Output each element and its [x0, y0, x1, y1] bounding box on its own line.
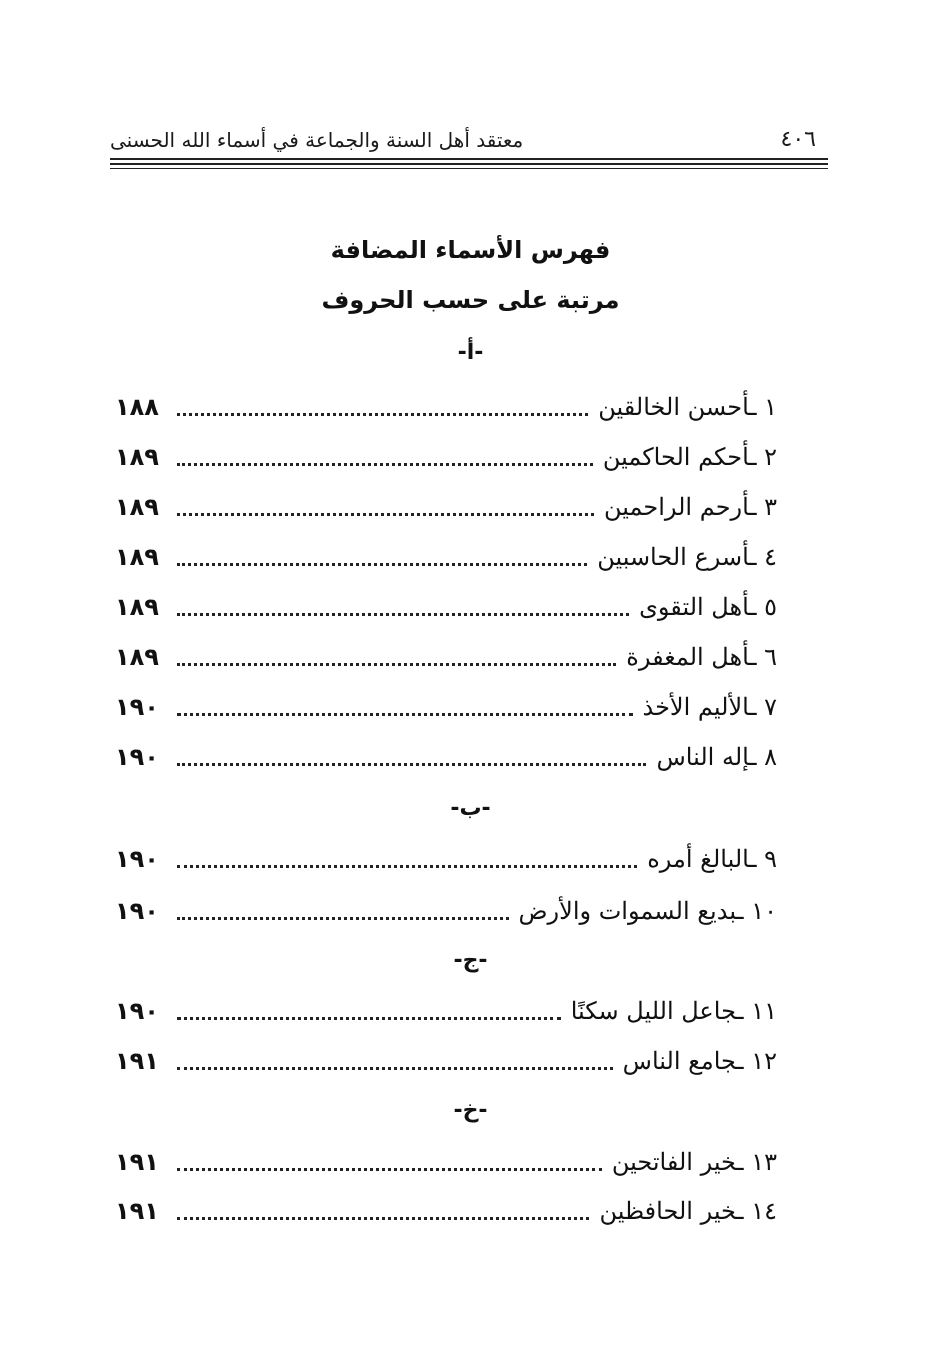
entry-page: ١٨٩ [115, 443, 159, 471]
index-entry [115, 539, 777, 575]
dot-leader [177, 713, 633, 716]
dot-leader [177, 413, 588, 416]
entry-name: ١١ ـجاعل الليل سكنًا [570, 997, 777, 1025]
dot-leader [177, 865, 637, 868]
entry-name: ١٢ ـجامع الناس [622, 1047, 777, 1075]
entry-name: ٥ ـأهل التقوى [639, 593, 777, 621]
header-rule [110, 168, 828, 169]
dot-leader [177, 1067, 613, 1070]
entry-name: ٧ ـالأليم الأخذ [642, 693, 777, 721]
dot-leader [177, 1168, 602, 1171]
index-subtitle: مرتبة على حسب الحروف [321, 286, 620, 314]
running-header [110, 118, 816, 152]
entry-page: ١٨٨ [115, 393, 159, 421]
index-entry [115, 589, 777, 625]
page-number: ٤٠٦ [780, 127, 816, 152]
dot-leader [177, 613, 629, 616]
index-entry [115, 739, 777, 775]
entry-page: ١٩١ [115, 1148, 159, 1176]
entry-name: ١٠ ـبديع السموات والأرض [518, 897, 777, 925]
section-letter: -ب- [450, 796, 491, 821]
entry-page: ١٩٠ [115, 897, 159, 925]
section-letter: -خ- [453, 1098, 488, 1123]
entry-page: ١٩٠ [115, 845, 159, 873]
index-entry [115, 689, 777, 725]
dot-leader [177, 917, 509, 920]
entry-name: ٣ ـأرحم الراحمين [603, 493, 777, 521]
dot-leader [177, 513, 594, 516]
index-entry [115, 639, 777, 675]
dot-leader [177, 463, 593, 466]
entry-page: ١٩٠ [115, 743, 159, 771]
header-rule [110, 163, 828, 165]
entry-page: ١٨٩ [115, 593, 159, 621]
entry-name: ٤ ـأسرع الحاسبين [597, 543, 777, 571]
index-entry [115, 993, 777, 1029]
index-entry [115, 1193, 777, 1229]
section-letter: -ج- [453, 948, 488, 973]
dot-leader [177, 563, 587, 566]
entry-page: ١٨٩ [115, 493, 159, 521]
entry-name: ٢ ـأحكم الحاكمين [602, 443, 777, 471]
entry-name: ١٣ ـخير الفاتحين [611, 1148, 777, 1176]
index-entry [115, 489, 777, 525]
dot-leader [177, 1217, 589, 1220]
index-entry [115, 893, 777, 929]
header-rule [110, 158, 828, 160]
entry-page: ١٨٩ [115, 643, 159, 671]
entry-name: ١ ـأحسن الخالقين [598, 393, 777, 421]
index-entry [115, 1043, 777, 1079]
index-entry [115, 439, 777, 475]
entry-name: ٩ ـالبالغ أمره [647, 845, 777, 873]
index-entry [115, 389, 777, 425]
dot-leader [177, 663, 616, 666]
entry-name: ١٤ ـخير الحافظين [599, 1197, 777, 1225]
entry-page: ١٨٩ [115, 543, 159, 571]
dot-leader [177, 763, 646, 766]
entry-page: ١٩١ [115, 1197, 159, 1225]
index-entry [115, 841, 777, 877]
entry-page: ١٩٠ [115, 693, 159, 721]
entry-name: ٦ ـأهل المغفرة [626, 643, 777, 671]
entry-page: ١٩٠ [115, 997, 159, 1025]
index-entry [115, 1144, 777, 1180]
entry-name: ٨ ـإله الناس [656, 743, 777, 771]
entry-page: ١٩١ [115, 1047, 159, 1075]
dot-leader [177, 1017, 561, 1020]
running-title: معتقد أهل السنة والجماعة في أسماء الله الحسنى [110, 128, 524, 152]
index-title: فهرس الأسماء المضافة [330, 236, 611, 264]
section-letter: -أ- [457, 340, 484, 365]
